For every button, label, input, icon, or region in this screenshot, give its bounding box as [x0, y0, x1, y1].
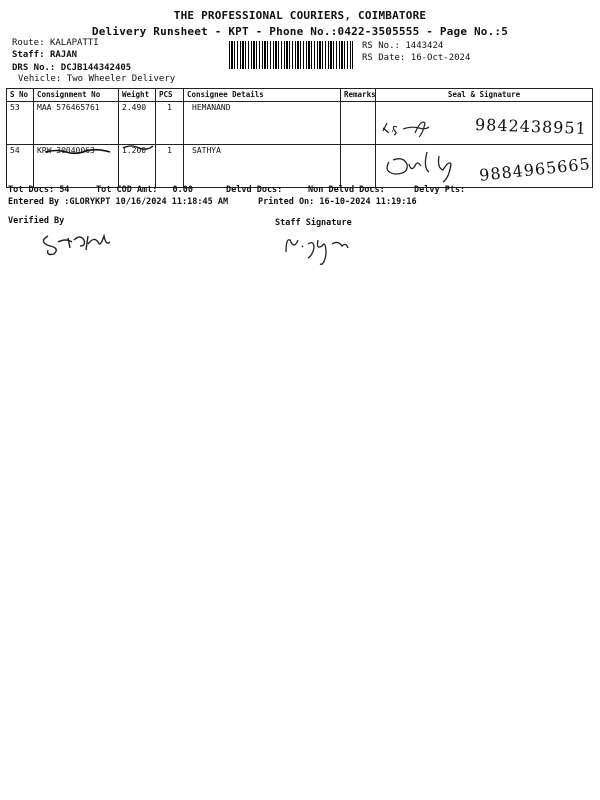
col-header-weight: Weight — [119, 89, 156, 102]
route-label: Route: — [12, 38, 45, 48]
rs-no-line — [362, 41, 443, 51]
cell-consignment — [34, 145, 119, 188]
tot-cod — [96, 185, 193, 195]
delvd-docs-label: Delvd Docs: — [226, 185, 283, 195]
vehicle-line — [18, 74, 175, 84]
handwritten-signature-row-54 — [383, 150, 483, 184]
handwritten-phone-row-54: 9884965665 — [478, 154, 592, 185]
col-header-consignee: Consignee Details — [184, 89, 341, 102]
rs-date-value: 16-Oct-2024 — [410, 53, 471, 63]
company-title: THE PROFESSIONAL COURIERS, COIMBATORE — [173, 9, 427, 22]
cell-weight — [119, 145, 156, 188]
col-header-pcs: PCS — [156, 89, 184, 102]
table-row — [7, 102, 593, 145]
col-header-sno: S No — [7, 89, 34, 102]
cell-pcs: 1 — [156, 145, 184, 188]
table-header-row — [7, 89, 593, 102]
drs-line — [12, 63, 131, 73]
cell-weight: 2.490 — [119, 102, 156, 145]
printed-on-value: 16-10-2024 11:19:16 — [319, 197, 417, 207]
entered-by — [8, 197, 228, 207]
cell-consignee: SATHYA — [184, 145, 341, 188]
rs-date-label: RS Date: — [362, 53, 406, 63]
staff-signature-label: Staff Signature — [275, 218, 352, 228]
tot-docs-value: 54 — [59, 185, 70, 195]
route-value: KALAPATTI — [49, 38, 99, 48]
handwritten-phone-row-53: 9842438951 — [474, 115, 588, 138]
weight-value: 1.200 — [122, 146, 147, 155]
vehicle-label: Vehicle: — [18, 74, 62, 84]
tot-cod-label: Tot COD Amt: — [96, 185, 158, 195]
runsheet-title: Delivery Runsheet - KPT - Phone No.:0422-3505555 - Page No.:5 — [91, 25, 509, 38]
printed-on-label: Printed On: — [258, 197, 315, 207]
cell-pcs: 1 — [156, 102, 184, 145]
handwritten-signature-row-53 — [381, 119, 451, 139]
col-header-consignment: Consignment No — [34, 89, 119, 102]
cell-sno: 53 — [7, 102, 34, 145]
rs-date-line — [362, 53, 470, 63]
tot-cod-value: 0.00 — [172, 185, 194, 195]
col-header-signature: Seal & Signature — [376, 89, 593, 102]
tot-docs — [8, 185, 69, 195]
cell-sno: 54 — [7, 145, 34, 188]
runsheet-table — [6, 88, 593, 188]
scribble-mark — [121, 143, 155, 151]
cell-remarks — [341, 102, 376, 145]
verified-by-label: Verified By — [8, 216, 65, 226]
barcode-image — [229, 41, 353, 69]
table-row — [7, 145, 593, 188]
cell-consignee: HEMANAND — [184, 102, 341, 145]
route-line — [12, 38, 99, 48]
vehicle-value: Two Wheeler Delivery — [66, 74, 176, 84]
non-delvd-docs-label: Non Delvd Docs: — [308, 185, 385, 195]
drs-value: DCJB144342405 — [60, 63, 132, 73]
staff-label: Staff: — [12, 50, 45, 60]
cell-consignment: MAA 576465761 — [34, 102, 119, 145]
verified-by-signature — [40, 226, 130, 258]
tot-docs-label: Tot Docs: — [8, 185, 55, 195]
scribble-strikethrough — [44, 148, 114, 156]
staff-line — [12, 50, 77, 60]
entered-by-value: GLORYKPT 10/16/2024 11:18:45 AM — [69, 197, 229, 207]
rs-no-value: 1443424 — [405, 41, 444, 51]
rs-no-label: RS No.: — [362, 41, 400, 51]
entered-by-label: Entered By : — [8, 197, 70, 207]
cell-signature — [376, 145, 593, 188]
delvy-pts-label: Delvy Pts: — [414, 185, 466, 195]
cell-signature — [376, 102, 593, 145]
drs-label: DRS No.: — [12, 63, 56, 73]
consignment-value: KRW 30040063 — [37, 146, 95, 155]
cell-remarks — [341, 145, 376, 188]
staff-signature — [282, 232, 372, 268]
staff-value: RAJAN — [49, 50, 78, 60]
printed-on — [258, 197, 417, 207]
col-header-remarks: Remarks — [341, 89, 376, 102]
